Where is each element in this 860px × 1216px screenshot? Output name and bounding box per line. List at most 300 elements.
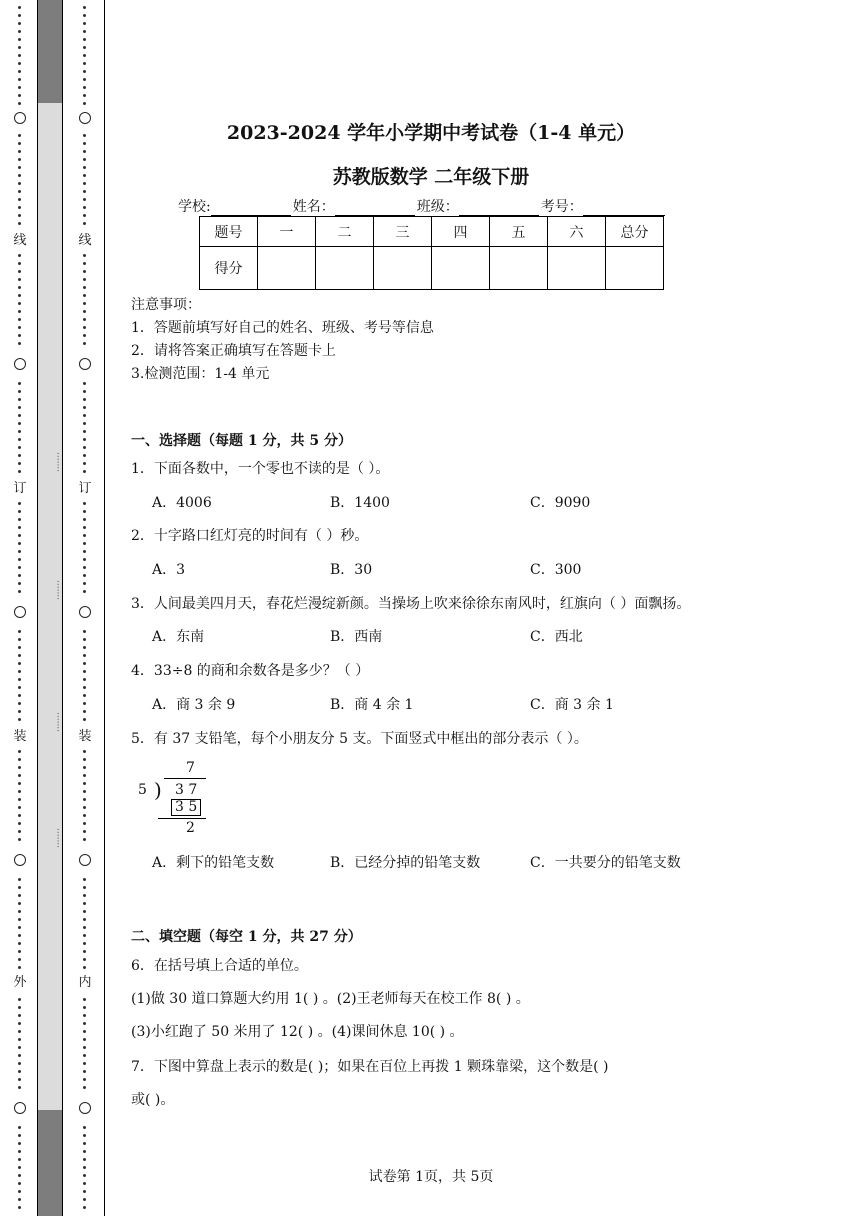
division-top-bar — [164, 778, 206, 779]
margin-dot — [83, 702, 86, 705]
margin-dot — [18, 198, 21, 201]
margin-dot — [18, 1030, 21, 1033]
margin-dot — [18, 1014, 21, 1017]
margin-label: 装 — [78, 729, 92, 744]
margin-dot — [83, 302, 86, 305]
margin-dot — [83, 390, 86, 393]
margin-dot — [83, 894, 86, 897]
margin-dot — [83, 462, 86, 465]
margin-dot — [18, 774, 21, 777]
margin-dot — [83, 278, 86, 281]
margin-dot — [18, 134, 21, 137]
margin-dot — [18, 174, 21, 177]
margin-dot — [18, 158, 21, 161]
margin-dot — [18, 1086, 21, 1089]
score-table-score-row — [200, 247, 664, 290]
margin-dot — [18, 62, 21, 65]
class-field[interactable] — [459, 201, 539, 216]
margin-dot — [83, 158, 86, 161]
margin-dot — [83, 1126, 86, 1129]
note-item: 2．请将答案正确填写在答题卡上 — [131, 343, 336, 359]
margin-dot — [18, 278, 21, 281]
margin-dot — [18, 830, 21, 833]
margin-dot — [18, 654, 21, 657]
margin-dot — [18, 1206, 21, 1209]
margin-dot — [18, 1134, 21, 1137]
margin-dot — [18, 150, 21, 153]
margin-dot — [83, 150, 86, 153]
score-header-cell: 一 — [258, 217, 316, 247]
margin-dot — [83, 678, 86, 681]
margin-strip-middle — [38, 103, 62, 1110]
margin-dot — [18, 94, 21, 97]
margin-dot — [18, 1046, 21, 1049]
margin-dot — [18, 310, 21, 313]
margin-dot — [83, 998, 86, 1001]
margin-dot — [83, 926, 86, 929]
margin-dot — [83, 422, 86, 425]
margin-dot — [83, 782, 86, 785]
margin-circle — [14, 1102, 26, 1114]
margin-dot — [18, 1054, 21, 1057]
margin-dot — [18, 686, 21, 689]
margin-strip-top — [38, 0, 62, 103]
margin-dot — [18, 470, 21, 473]
margin-dot — [83, 14, 86, 17]
margin-dot — [83, 814, 86, 817]
margin-dot — [83, 414, 86, 417]
margin-dot — [83, 438, 86, 441]
margin-dot — [18, 630, 21, 633]
option-c[interactable]: C．商 3 余 1 — [530, 697, 614, 713]
exam-subtitle: 苏教版数学 二年级下册 — [332, 166, 530, 188]
division-quotient: 7 — [186, 760, 195, 776]
margin-dot — [18, 38, 21, 41]
margin-dot — [18, 942, 21, 945]
margin-dot — [18, 102, 21, 105]
margin-dot — [83, 22, 86, 25]
division-remainder: 2 — [186, 820, 195, 836]
margin-dot — [18, 510, 21, 513]
margin-dot — [18, 342, 21, 345]
margin-circle — [14, 606, 26, 618]
margin-dot — [18, 966, 21, 969]
division-bracket: ) — [154, 778, 162, 802]
margin-dot — [83, 526, 86, 529]
margin-rule-right — [62, 0, 63, 1216]
question-text: 4．33÷8 的商和余数各是多少？（ ） — [131, 663, 370, 679]
margin-dot — [83, 918, 86, 921]
margin-label: 装 — [13, 729, 27, 744]
margin-dot — [83, 446, 86, 449]
margin-dot — [18, 22, 21, 25]
margin-dot — [18, 262, 21, 265]
question-text: 6．在括号填上合适的单位。 — [131, 958, 308, 974]
margin-dot — [18, 430, 21, 433]
notes-heading: 注意事项： — [131, 297, 201, 313]
margin-dot — [83, 758, 86, 761]
question-text: 5．有 37 支铅笔，每个小朋友分 5 支。下面竖式中框出的部分表示（ ）。 — [131, 731, 588, 747]
margin-dot — [18, 894, 21, 897]
option-b[interactable]: B．已经分掉的铅笔支数 — [330, 855, 481, 871]
margin-dot — [83, 670, 86, 673]
margin-dot — [83, 398, 86, 401]
margin-dot — [83, 222, 86, 225]
score-header-cell: 四 — [432, 217, 490, 247]
margin-dot — [18, 646, 21, 649]
section-heading: 二、填空题（每空 1 分，共 27 分） — [131, 929, 362, 945]
exam-title: 2023-2024 学年小学期中考试卷（1-4 单元） — [226, 122, 636, 144]
margin-dot — [83, 1086, 86, 1089]
margin-strip-mark: ······· — [52, 828, 62, 849]
margin-dot — [83, 38, 86, 41]
margin-dot — [83, 142, 86, 145]
margin-dot — [83, 502, 86, 505]
fill-blank-line[interactable]: (3)小红跑了 50 米用了 12( ) 。(4)课间休息 10( ) 。 — [131, 1024, 464, 1040]
fill-blank-line[interactable]: 或( )。 — [131, 1092, 175, 1108]
margin-dot — [18, 318, 21, 321]
margin-dot — [18, 958, 21, 961]
margin-dot — [83, 910, 86, 913]
margin-dot — [83, 1142, 86, 1145]
margin-dot — [83, 838, 86, 841]
margin-dot — [18, 710, 21, 713]
margin-dot — [18, 670, 21, 673]
margin-dot — [18, 326, 21, 329]
margin-dot — [18, 782, 21, 785]
binding-margin — [0, 0, 106, 1216]
margin-dot — [83, 1030, 86, 1033]
margin-dot — [18, 270, 21, 273]
margin-circle — [79, 606, 91, 618]
question-text: 2．十字路口红灯亮的时间有（ ）秒。 — [131, 528, 369, 544]
margin-dot — [18, 638, 21, 641]
margin-dot — [83, 134, 86, 137]
score-table — [199, 216, 664, 290]
score-row-label: 得分 — [200, 247, 258, 290]
margin-circle — [14, 358, 26, 370]
margin-dot — [83, 1150, 86, 1153]
note-item: 3.检测范围：1-4 单元 — [131, 366, 270, 382]
long-division-figure — [132, 760, 222, 840]
margin-dot — [83, 286, 86, 289]
margin-dot — [83, 1134, 86, 1137]
margin-dot — [83, 254, 86, 257]
margin-dot — [83, 454, 86, 457]
margin-dot — [83, 70, 86, 73]
margin-dot — [83, 822, 86, 825]
margin-dot — [18, 1126, 21, 1129]
margin-dot — [83, 1206, 86, 1209]
margin-dot — [83, 518, 86, 521]
margin-dot — [18, 902, 21, 905]
margin-dot — [18, 790, 21, 793]
margin-dot — [83, 1078, 86, 1081]
margin-dot — [18, 558, 21, 561]
margin-dot — [18, 1158, 21, 1161]
margin-dot — [83, 766, 86, 769]
option-b[interactable]: B．西南 — [330, 629, 383, 645]
margin-label: 线 — [13, 233, 27, 248]
score-cell[interactable] — [606, 247, 664, 290]
margin-dot — [83, 94, 86, 97]
score-cell[interactable] — [548, 247, 606, 290]
margin-dot — [18, 926, 21, 929]
margin-dot — [18, 806, 21, 809]
margin-dot — [18, 206, 21, 209]
score-header-cell: 题号 — [200, 217, 258, 247]
margin-dot — [18, 1022, 21, 1025]
margin-dot — [83, 662, 86, 665]
option-c[interactable]: C．9090 — [530, 495, 591, 511]
margin-dot — [83, 718, 86, 721]
margin-dot — [18, 550, 21, 553]
margin-dot — [83, 190, 86, 193]
margin-dot — [18, 542, 21, 545]
margin-dot — [83, 6, 86, 9]
margin-dot — [83, 1046, 86, 1049]
margin-dot — [83, 334, 86, 337]
margin-dot — [83, 30, 86, 33]
margin-dot — [18, 822, 21, 825]
margin-dot — [18, 1038, 21, 1041]
score-table-header-row — [200, 217, 664, 247]
margin-dot — [83, 534, 86, 537]
margin-dot — [18, 182, 21, 185]
question-text: 3．人间最美四月天，春花烂漫绽新颜。当操场上吹来徐徐东南风时，红旗向（ ）面飘扬。 — [131, 596, 691, 612]
option-a[interactable]: A．3 — [152, 562, 186, 578]
margin-dot — [18, 886, 21, 889]
margin-dot — [18, 574, 21, 577]
school-field[interactable] — [211, 201, 291, 216]
margin-dot — [83, 542, 86, 545]
margin-dot — [18, 750, 21, 753]
score-header-cell: 二 — [316, 217, 374, 247]
margin-dot — [83, 710, 86, 713]
margin-dot — [18, 70, 21, 73]
margin-dot — [18, 222, 21, 225]
margin-dot — [18, 998, 21, 1001]
option-a[interactable]: A．4006 — [152, 495, 212, 511]
margin-dot — [83, 582, 86, 585]
margin-dot — [18, 398, 21, 401]
margin-dot — [18, 1174, 21, 1177]
margin-dot — [83, 934, 86, 937]
margin-dot — [83, 198, 86, 201]
class-label: 班级： — [416, 199, 459, 215]
margin-dot — [18, 502, 21, 505]
margin-dot — [83, 54, 86, 57]
division-dividend: 3 7 — [175, 782, 198, 798]
margin-dot — [83, 510, 86, 513]
option-a[interactable]: A．剩下的铅笔支数 — [152, 855, 275, 871]
margin-dot — [18, 702, 21, 705]
margin-dot — [18, 30, 21, 33]
margin-dot — [83, 830, 86, 833]
margin-dot — [18, 662, 21, 665]
margin-dot — [83, 1006, 86, 1009]
margin-dot — [18, 838, 21, 841]
fill-blank-line[interactable]: 7．下图中算盘上表示的数是( )；如果在百位上再拨 1 颗珠靠梁，这个数是( ) — [131, 1059, 609, 1075]
margin-dot — [18, 214, 21, 217]
option-a[interactable]: A．商 3 余 9 — [152, 697, 236, 713]
margin-circle — [79, 1102, 91, 1114]
question-text: 1．下面各数中，一个零也不读的是（ ）。 — [131, 461, 390, 477]
margin-strip-bottom — [38, 1110, 62, 1216]
margin-dot — [18, 1062, 21, 1065]
margin-dot — [18, 454, 21, 457]
margin-dot — [18, 254, 21, 257]
margin-dot — [18, 190, 21, 193]
margin-dot — [18, 814, 21, 817]
margin-dot — [83, 310, 86, 313]
margin-dot — [18, 1078, 21, 1081]
margin-dot — [83, 182, 86, 185]
option-c[interactable]: C．300 — [530, 562, 582, 578]
margin-dot — [18, 462, 21, 465]
margin-dot — [18, 1142, 21, 1145]
margin-dot — [83, 686, 86, 689]
margin-circle — [79, 112, 91, 124]
margin-dot — [83, 430, 86, 433]
fill-blank-line[interactable]: (1)做 30 道口算题大约用 1( ) 。(2)王老师每天在校工作 8( ) 。 — [131, 991, 530, 1007]
margin-dot — [18, 382, 21, 385]
margin-dot — [83, 1022, 86, 1025]
margin-dot — [18, 1166, 21, 1169]
margin-dot — [18, 414, 21, 417]
page-footer: 试卷第 1页，共 5页 — [368, 1169, 494, 1185]
margin-dot — [83, 694, 86, 697]
margin-dot — [83, 326, 86, 329]
name-label: 姓名： — [292, 199, 335, 215]
margin-dot — [18, 86, 21, 89]
score-header-cell: 六 — [548, 217, 606, 247]
margin-dot — [83, 806, 86, 809]
margin-dot — [83, 558, 86, 561]
margin-dot — [83, 342, 86, 345]
exam-number-field[interactable] — [583, 201, 665, 216]
option-a[interactable]: A．东南 — [152, 629, 205, 645]
margin-dot — [83, 630, 86, 633]
margin-dot — [18, 1198, 21, 1201]
margin-circle — [14, 854, 26, 866]
margin-dot — [83, 470, 86, 473]
margin-dot — [18, 1070, 21, 1073]
margin-dot — [83, 902, 86, 905]
margin-rule-page — [104, 0, 105, 1216]
margin-circle — [79, 358, 91, 370]
score-cell[interactable] — [432, 247, 490, 290]
margin-circle — [14, 112, 26, 124]
inner-dotted-line — [78, 0, 92, 1216]
margin-dot — [18, 910, 21, 913]
margin-dot — [83, 1014, 86, 1017]
division-divisor: 5 — [138, 782, 147, 798]
margin-dot — [18, 950, 21, 953]
student-info-row — [178, 196, 667, 216]
option-c[interactable]: C．一共要分的铅笔支数 — [530, 855, 681, 871]
margin-dot — [18, 518, 21, 521]
margin-dot — [18, 286, 21, 289]
margin-dot — [18, 694, 21, 697]
margin-dot — [18, 1182, 21, 1185]
score-header-cell: 三 — [374, 217, 432, 247]
margin-dot — [18, 678, 21, 681]
score-cell[interactable] — [316, 247, 374, 290]
margin-dot — [18, 526, 21, 529]
margin-dot — [18, 302, 21, 305]
margin-dot — [18, 54, 21, 57]
outer-dotted-line — [13, 0, 27, 1216]
margin-dot — [18, 390, 21, 393]
margin-dot — [18, 918, 21, 921]
margin-dot — [83, 966, 86, 969]
margin-dot — [83, 1054, 86, 1057]
margin-dot — [83, 1190, 86, 1193]
margin-label: 订 — [13, 481, 27, 496]
margin-dot — [83, 1174, 86, 1177]
score-header-cell: 五 — [490, 217, 548, 247]
school-label: 学校: — [178, 199, 211, 215]
margin-dot — [18, 406, 21, 409]
margin-dot — [18, 422, 21, 425]
margin-circle — [79, 854, 91, 866]
margin-dot — [83, 262, 86, 265]
margin-dot — [83, 1038, 86, 1041]
margin-dot — [83, 78, 86, 81]
margin-dot — [83, 566, 86, 569]
margin-dot — [18, 582, 21, 585]
margin-dot — [83, 86, 86, 89]
option-c[interactable]: C．西北 — [530, 629, 583, 645]
margin-dot — [83, 798, 86, 801]
margin-dot — [83, 174, 86, 177]
margin-strip-mark: ······· — [52, 712, 62, 733]
margin-dot — [83, 1166, 86, 1169]
margin-dot — [83, 886, 86, 889]
option-b[interactable]: B．30 — [330, 562, 373, 578]
margin-dot — [18, 934, 21, 937]
margin-dot — [83, 638, 86, 641]
score-cell[interactable] — [490, 247, 548, 290]
score-cell[interactable] — [374, 247, 432, 290]
margin-dot — [83, 942, 86, 945]
margin-dot — [18, 438, 21, 441]
margin-dot — [18, 766, 21, 769]
name-field[interactable] — [335, 201, 415, 216]
option-b[interactable]: B．1400 — [330, 495, 390, 511]
margin-dot — [83, 166, 86, 169]
margin-dot — [83, 950, 86, 953]
margin-dot — [18, 294, 21, 297]
margin-dot — [83, 958, 86, 961]
option-b[interactable]: B．商 4 余 1 — [330, 697, 414, 713]
margin-dot — [18, 6, 21, 9]
margin-dot — [83, 46, 86, 49]
margin-dot — [18, 334, 21, 337]
margin-dot — [18, 46, 21, 49]
score-cell[interactable] — [258, 247, 316, 290]
score-header-cell: 总分 — [606, 217, 664, 247]
margin-dot — [18, 566, 21, 569]
margin-dot — [18, 534, 21, 537]
margin-label: 订 — [78, 481, 92, 496]
margin-dot — [83, 270, 86, 273]
margin-dot — [18, 718, 21, 721]
margin-dot — [18, 14, 21, 17]
note-item: 1．答题前填写好自己的姓名、班级、考号等信息 — [131, 320, 434, 336]
margin-dot — [83, 1182, 86, 1185]
